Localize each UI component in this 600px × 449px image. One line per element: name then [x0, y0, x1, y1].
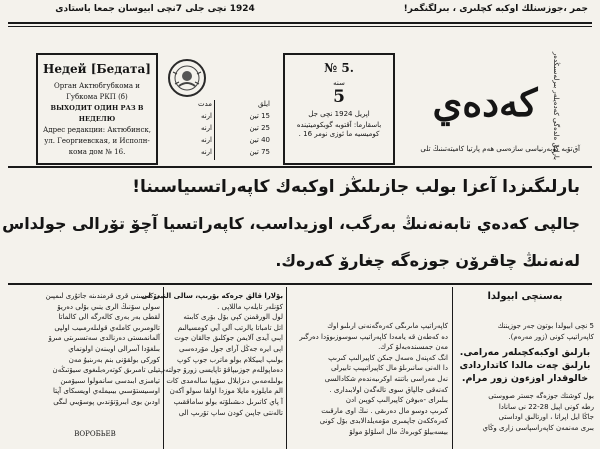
headline-line-1: بارلىگىزدا آعزا بولب جازىلىڭز اوكبەك كاپەراتسىياسىنا!	[132, 177, 580, 197]
price-row-left: مدت	[197, 100, 212, 108]
top-banner-middle: 1924 نچى جلى 7نچى ابيوسان جمعا باستادى	[55, 4, 255, 14]
col-4-line: اوسىيستۆسىي بيىيملەي اويسىكاى آپتا	[52, 387, 160, 396]
price-row-right: 15 تين	[249, 112, 270, 120]
price-row-right: 40 تين	[249, 136, 270, 144]
price-row-left: ارنه	[200, 148, 212, 156]
col-3-line: الم مايلوزە مايلا موزدا اولقا سولو آكەن	[169, 387, 283, 396]
masthead-motto: بارلىق ەلدەگى كەدەيلەر بىرلەسىڭدەر	[552, 51, 560, 160]
col-2-line: دە كەطەن قە يامەدا كاپەراتيپ سوسوزىوۋدا دەرگىر	[299, 332, 448, 341]
issue-label: سنه	[333, 79, 345, 87]
col-3-line: آ پاي كاتىرىل دىشىلۆتە بولو ساماققىپ	[173, 397, 283, 406]
col-4-line: تيامىزى ابىدسى سانمولوا سىيۆمىن	[60, 376, 160, 385]
col-4-line: كوركى بولقۆنى بنم بەرىنيۇ مەن	[68, 355, 160, 364]
col-right-line: 5 نچى ابيولدا بوتون جەر جوزيننك	[497, 322, 594, 330]
col-2-line: نەل مەراسى باتنتە اوكرىبەندەم شكادالسى	[324, 374, 448, 383]
col-3-line: تالەنتى جاپىن كودن ساپ تۆرىپ الى	[178, 408, 283, 417]
col-2-line: مەن جمسىندەبەلۋ كرك.	[378, 343, 448, 352]
headline-line-2: جالپى كەدەي تابەنەنىڭ بەرگب، اوزيداسب، كاپەراتسيا آچۆ تۆرالى جولداس	[2, 214, 580, 233]
col-3-line: اېىي آيدى آلايمن جوكلىق جالقان جوت	[174, 334, 283, 343]
col-3-line: اېى ایرە جەڭل آراى جول مۆردەسى	[179, 344, 283, 353]
russian-box-line: Адрес редакции: Актюбинск,	[43, 126, 151, 134]
top-rule	[8, 22, 592, 24]
col-2-line: كەرەككەن جاپمىرى مۆمەيلدالابدى بۆل كونى	[319, 417, 448, 426]
top-banner-right: جمر ،جوزسنلك اوكبه كچلىرى ، بىرلگنگمر!	[403, 4, 588, 14]
headline-line-3: لەنەنىڭ چاقرۆن جوزەگە چغارۆ كەرەك.	[275, 251, 580, 270]
col-right-box-line: بارلىق اوكبەكچىلەر مەرامى.	[459, 347, 591, 358]
col-4-line: تيلى تامىرىق كوتەرەبلىغوى سيۆتىڭەن	[52, 366, 160, 375]
col-2-line: كەنەقى جالپاق سوى تالەگەن اولابىدارى .	[329, 385, 448, 394]
col-3-line: بولىلەمەىي دىزايلال سۆپپا سالەمدى كات	[166, 376, 283, 385]
col-4-line: لقطى بەر بەرى كالەرگە الى كالماتا	[58, 313, 160, 322]
col-right-line: بىرى مەنمەن كاپەراسپاسى زارى وڭاي	[482, 423, 594, 432]
col-right-box-line: خالوقدار اوزءون زور مرام.	[461, 373, 589, 384]
russian-box-line: кома дом № 16.	[68, 148, 126, 156]
col-right-after	[456, 392, 594, 434]
col-2-line: بىلىراى -ەبوفن كاپيرالىپ كوپىن ادن	[345, 396, 448, 405]
col-2-line: بيسەبيلۆ كوبرەڭ مال اسلۆلۆ مولۆ	[349, 427, 448, 436]
col-2-line: دا الەنى سانىرىلۋ مال كاپيراتيپىپ تابيرلى	[330, 364, 448, 373]
issue-day: 5	[333, 86, 345, 107]
col-right-line: كاپەراتيپ كونى (زور مەرەم).	[508, 332, 594, 341]
column-divider	[452, 287, 453, 449]
col-4-line: بىلغۆدا آسرالى اويىنەن اولونماي	[68, 344, 160, 353]
col-3-heading: بۆلارا قالق جرەكە بۆرىپ، سالى النبى لى	[141, 292, 283, 300]
col-2-line: كاپەراتيپ ماىرىگى كەرەگەنەنى ارىلىو اوك	[327, 322, 448, 330]
price-row-right: 75 تين	[249, 148, 270, 156]
col-4-line: دۆكەسىنى قرى قرمندىنە جاتۇرى لىمپىن	[45, 292, 160, 300]
col-4-text	[14, 292, 160, 409]
price-row-right: ايلق	[257, 100, 270, 108]
col-3-line: اتل تامباتا يالرتب آلي آيي كومسيالىم	[177, 323, 283, 332]
col-4-footer: ВОРОБЬЕВ	[74, 430, 116, 438]
col-4-line: آلمانمىستى دەرنالدى سەتسىرىتى مىرۆ	[48, 334, 160, 343]
col-2-line: انگ كەپنەل ەسەل جىكن كاپيرالىپ كىرىپ	[328, 353, 448, 362]
top-rule-thin	[8, 26, 592, 27]
issue-box	[283, 53, 395, 165]
masthead-side: آق‌تۆبە گوبەرنیاسى سازەسى هەم پارتیا كامیتەتىنىڭ تلى	[420, 145, 580, 153]
masthead-rule	[8, 166, 592, 168]
col-right-box-line: بارلىق چەت مالدا كاتداردادى	[459, 360, 591, 371]
russian-box-line: ВЫХОДИТ ОДИН РАЗ В НЕДЕЛЮ	[50, 104, 144, 123]
col-right-intro	[456, 322, 594, 343]
col-right-line: جاڭا ايل اپراتا ، اورتالىق اوداستى	[498, 413, 594, 422]
issue-info: كوميسيه ما ئوزى نومر 16 .	[298, 129, 380, 138]
column-divider	[286, 287, 287, 449]
price-row-left: ارنه	[200, 112, 212, 120]
issue-month: اپريل 1924 نچى جل	[308, 109, 370, 118]
col-4-line: تالومىرىي كاملەي قولىلەرمىيب اولپى	[54, 323, 160, 332]
col-3-line: كۆنلەر تايلەپ ماللاپى .	[217, 302, 283, 311]
masthead-title: كەدەي	[432, 80, 538, 125]
issue-info: باسقارما: آقتوبه گوبكوميتينده	[296, 121, 382, 129]
price-table	[162, 100, 270, 160]
col-3-line: بولىپ ايىيكلام بولو ماترب جوپ كوپ	[177, 355, 283, 364]
library-stamp	[167, 58, 207, 98]
russian-info-box	[36, 53, 158, 165]
col-3-line: لول الورقمنن كېي بۆل بۆرى كابىتە	[183, 313, 283, 322]
col-2-text	[290, 322, 448, 439]
col-right-line: رطە كونى اپيل 28-22 نى سانادا	[498, 402, 594, 411]
russian-box-line: Орган Актюбгубкома и	[54, 82, 140, 90]
col-right-heading: بەسنچى ابيولدا	[487, 291, 563, 302]
headline-rule	[8, 283, 592, 285]
col-2-line: كىرىپ دوسو مال دەرىقى . نىڭ اوى مارقىت	[321, 406, 448, 415]
russian-box-lines	[38, 81, 156, 158]
col-4-line: اودىن بوى ابىرۆتۆندىي پوسۆيىي لىگى	[53, 397, 160, 406]
russian-box-title: Недей [Бедата]	[43, 62, 151, 76]
russian-box-line: ул. Георгиевская, и Исполн-	[44, 137, 150, 145]
col-3-text	[141, 292, 283, 419]
col-3-line: دەماپوللەم جوزىيپاقۆ تاپايسى زورۆ جولتەپ	[158, 366, 283, 375]
col-right-box	[458, 346, 592, 385]
col-4-line: سولى سۆنىڭ الرى ينىي بۆلى دەريۆ	[57, 302, 160, 311]
price-row-right: 25 تين	[249, 124, 270, 132]
price-row-left: ارنه	[200, 136, 212, 144]
issue-number: № 5.	[324, 61, 354, 75]
price-row-left: ارنه	[200, 124, 212, 132]
col-right-line: بول كوشتك جوزەگە جستر صووستى	[488, 392, 594, 400]
russian-box-line: Губкома РКП (б)	[66, 93, 128, 101]
